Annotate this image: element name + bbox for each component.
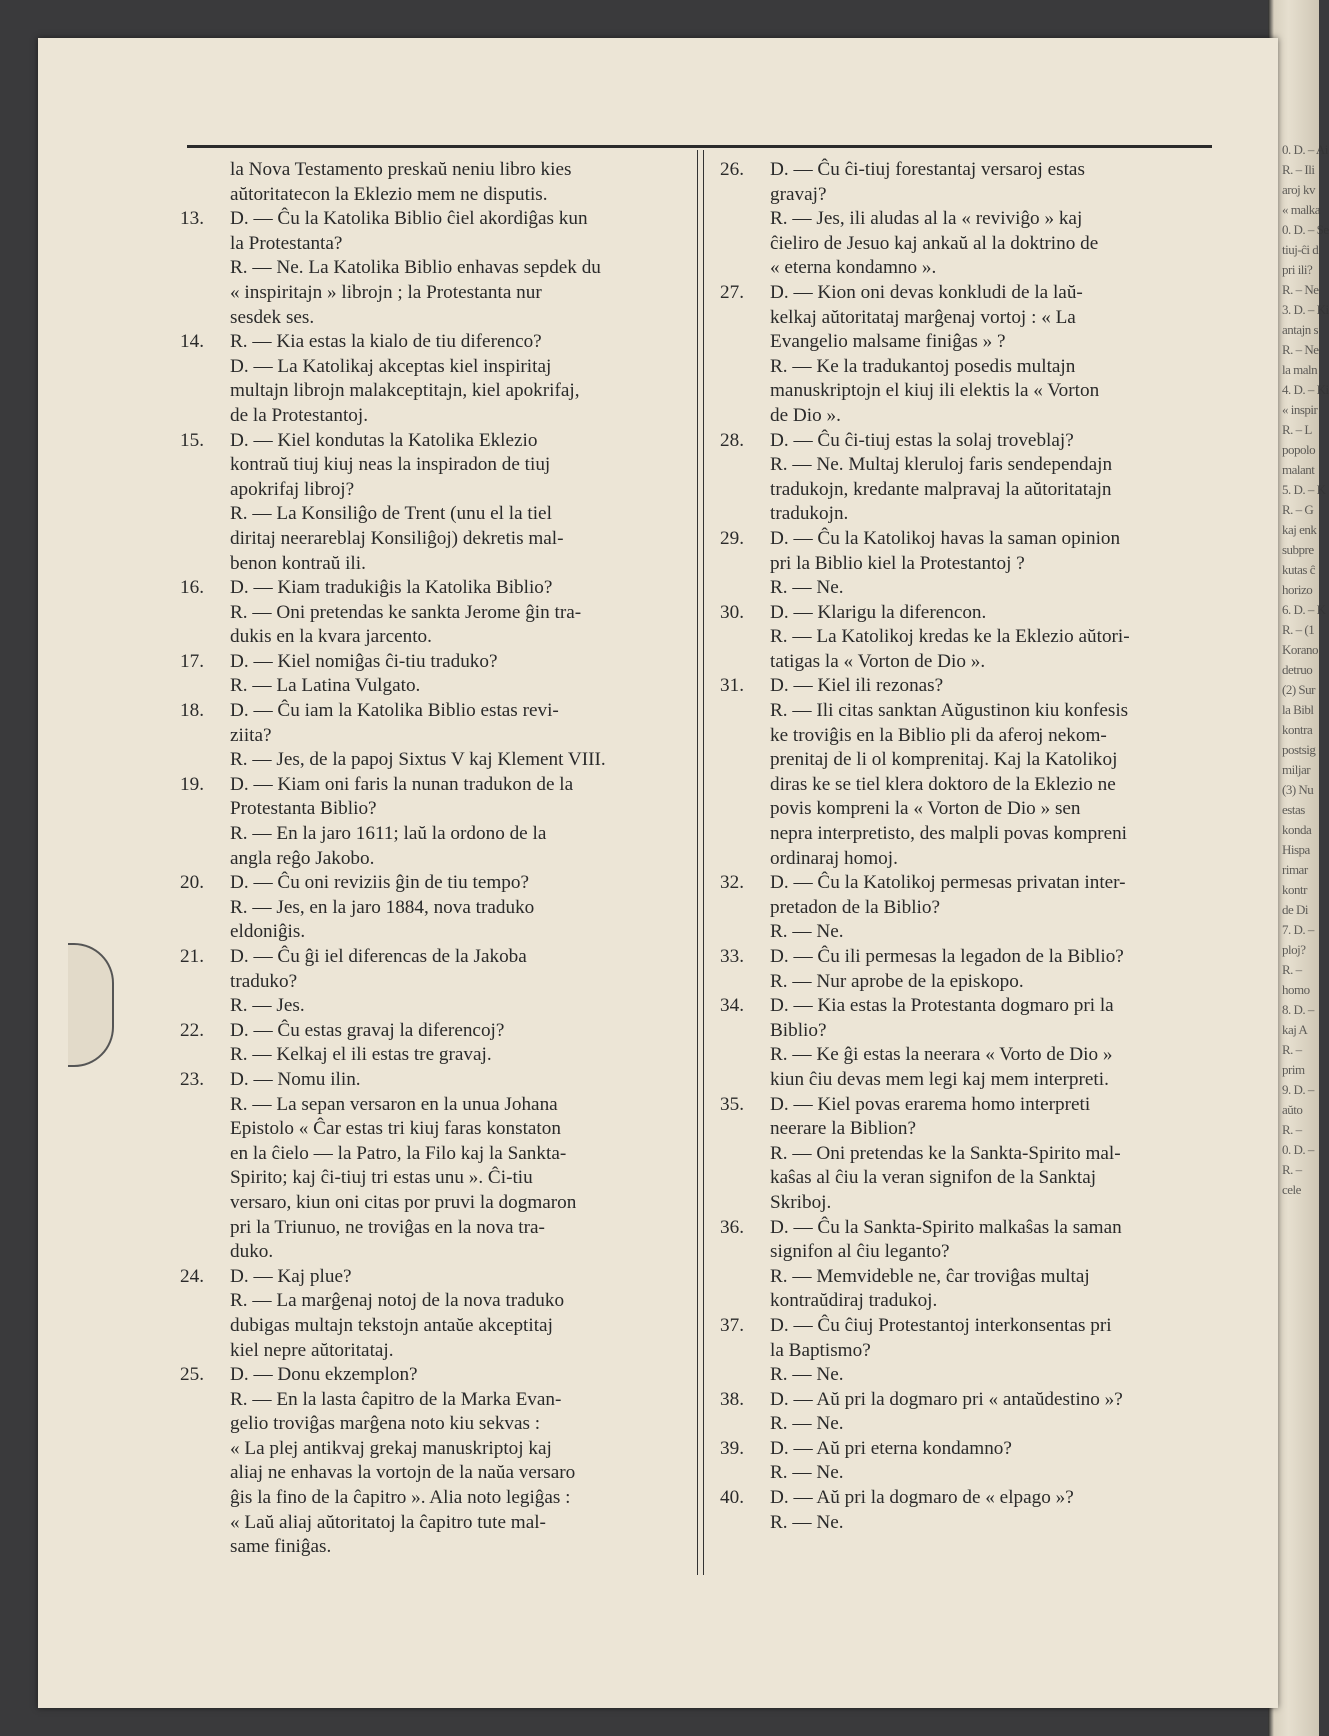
text-line: tatigas la « Vorton de Dio ». — [770, 650, 986, 672]
text-line: R. — Ne. — [770, 1511, 844, 1533]
text-line: D. — Ĉu ili permesas la legadon de la Biblio? — [770, 946, 1124, 967]
text-line: R. — La sepan versaron en la unua Johana — [230, 1093, 558, 1115]
qa-item — [180, 699, 675, 773]
text-line: manuskriptojn el kiuj ili elektis la « Vorton — [770, 380, 1100, 402]
text-line: kiel nepre aŭtoritataj. — [230, 1339, 394, 1361]
edge-line: R. – (1 — [1282, 622, 1315, 637]
text-line: Biblio? — [770, 1019, 827, 1041]
text-line: tradukojn. — [770, 503, 849, 525]
text-line: diras ke se tiel klera doktoro de la Eklezio ne — [770, 773, 1116, 795]
item-number: 32. — [720, 872, 744, 894]
edge-line: de Di — [1282, 902, 1309, 917]
qa-item — [180, 773, 675, 871]
text-line: R. — Ne. — [770, 577, 844, 599]
text-line: aŭtoritatecon la Eklezio mem ne disputis. — [230, 183, 548, 205]
edge-line: aroj kv — [1282, 182, 1315, 197]
text-line: tradukojn, kredante malpravaj la aŭtoritatajn — [770, 478, 1112, 500]
text-line: D. — Kiel ili rezonas? — [770, 675, 944, 697]
text-line: D. — Aŭ pri eterna kondamno? — [770, 1437, 1012, 1459]
qa-item — [180, 945, 675, 1019]
text-line: R. — Jes, de la papoj Sixtus V kaj Klement VIII. — [230, 749, 606, 771]
text-line: kiun ĉiu devas mem legi kaj mem interpreti. — [770, 1068, 1109, 1090]
text-line: ordinaraj homoj. — [770, 847, 898, 869]
text-line: R. — Ne. — [770, 1364, 844, 1386]
text-line: ke troviĝis en la Biblio pli da aferoj nekom- — [770, 724, 1107, 746]
text-line: D. — Ĉu la Katolika Biblio ĉiel akordiĝas kun — [230, 208, 588, 230]
item-number: 14. — [180, 331, 204, 353]
text-line: kontraŭdiraj tradukoj. — [770, 1290, 938, 1312]
text-line: R. — La Latina Vulgato. — [230, 675, 421, 697]
text-line: eldoniĝis. — [230, 921, 306, 943]
edge-line: horizo — [1282, 582, 1313, 597]
item-number: 33. — [720, 946, 744, 967]
edge-line: 0. D. – Se — [1282, 222, 1329, 237]
text-line: D. — Kia estas la Protestanta dogmaro pri la — [770, 995, 1114, 1017]
text-line: dukis en la kvara jarcento. — [230, 626, 432, 648]
continuation-text — [180, 158, 675, 207]
text-line: R. — Nur aprobe de la episkopo. — [770, 970, 1024, 992]
qa-item — [720, 871, 1220, 945]
text-line: D. — Ĉu la Sankta-Spirito malkaŝas la saman — [770, 1216, 1122, 1238]
qa-item — [180, 1068, 675, 1265]
item-number: 34. — [720, 995, 744, 1017]
text-line: de la Protestantoj. — [230, 404, 369, 426]
edge-line: (3) Nu — [1282, 782, 1314, 797]
edge-line: pri ili? — [1282, 262, 1313, 277]
text-line: povis kompreni la « Vorton de Dio » sen — [770, 798, 1081, 820]
item-number: 19. — [180, 773, 204, 795]
text-line: Protestanta Biblio? — [230, 798, 377, 820]
qa-item — [720, 1388, 1220, 1437]
edge-line: detruo — [1282, 662, 1313, 677]
edge-line: cele — [1282, 1182, 1301, 1197]
edge-line: kaj enk — [1282, 522, 1317, 537]
item-number: 38. — [720, 1388, 744, 1410]
text-line: Spirito; kaj ĉi-tiuj tri estas unu ». Ĉi-tiu — [230, 1167, 533, 1189]
text-line: Skriboj. — [770, 1191, 832, 1213]
text-line: D. — Kiel povas erarema homo interpreti — [770, 1093, 1091, 1115]
text-line: R. — La Katolikoj kredas ke la Eklezio aŭtori- — [770, 626, 1130, 648]
text-line: R. — Ne. — [770, 1462, 844, 1484]
text-line: D. — Kaj plue? — [230, 1265, 352, 1287]
qa-item — [720, 429, 1220, 527]
item-number: 40. — [720, 1487, 744, 1509]
text-line: diritaj neerareblaj Konsiliĝoj) dekretis mal- — [230, 527, 564, 549]
edge-line: 3. D. – Ki — [1282, 302, 1329, 317]
text-line: pretadon de la Biblio? — [770, 896, 940, 918]
item-number: 39. — [720, 1437, 744, 1459]
text-line: D. — Kiam tradukiĝis la Katolika Biblio? — [230, 577, 553, 599]
text-line: R. — Jes, en la jaro 1884, nova traduko — [230, 896, 535, 918]
text-line: « eterna kondamno ». — [770, 257, 937, 279]
text-line: R. — Ne. — [770, 1413, 844, 1435]
qa-item — [720, 1437, 1220, 1486]
text-line: D. — Kiam oni faris la nunan tradukon de la — [230, 773, 574, 795]
text-line: R. — Ke ĝi estas la neerara « Vorto de Dio » — [770, 1044, 1113, 1066]
text-line: D. — Ĉu la Katolikoj permesas privatan inter- — [770, 872, 1126, 894]
edge-line: 4. D. – Ki — [1282, 382, 1329, 397]
text-line: kaŝas al ĉiu la veran signifon de la Sanktaj — [770, 1167, 1097, 1189]
left-column — [180, 158, 675, 1560]
text-line: R. — Ne. — [770, 921, 844, 943]
item-number: 24. — [180, 1265, 204, 1287]
edge-line: la Bibl — [1282, 702, 1314, 717]
text-line: D. — Ĉu estas gravaj la diferencoj? — [230, 1019, 505, 1041]
text-line: R. — Ne. La Katolika Biblio enhavas sepdek du — [230, 257, 601, 279]
qa-item — [720, 158, 1220, 281]
text-line: D. — Aŭ pri la dogmaro pri « antaŭdestino »? — [770, 1388, 1123, 1410]
item-number: 35. — [720, 1093, 744, 1115]
text-line: ĉieliro de Jesuo kaj ankaŭ al la doktrino de — [770, 232, 1099, 254]
edge-line: kontr — [1282, 882, 1307, 897]
text-line: R. — Ke la tradukantoj posedis multajn — [770, 355, 1076, 377]
item-number: 15. — [180, 429, 204, 451]
text-line: D. — Aŭ pri la dogmaro de « elpago »? — [770, 1487, 1074, 1509]
qa-item — [180, 650, 675, 699]
text-line: D. — La Katolikaj akceptas kiel inspiritaj — [230, 355, 552, 377]
qa-item — [720, 994, 1220, 1092]
edge-line: popolo — [1282, 442, 1316, 457]
column-divider — [697, 150, 704, 1575]
item-number: 23. — [180, 1068, 204, 1090]
text-line: gravaj? — [770, 183, 827, 205]
item-number: 28. — [720, 429, 744, 451]
qa-item — [180, 1265, 675, 1363]
qa-item — [720, 281, 1220, 429]
qa-item — [720, 1486, 1220, 1535]
edge-line: 5. D. – K — [1282, 482, 1326, 497]
item-number: 21. — [180, 946, 204, 967]
item-number: 16. — [180, 577, 204, 599]
item-number: 13. — [180, 208, 204, 230]
text-line: D. — Klarigu la diferencon. — [770, 601, 987, 623]
edge-line: la maln — [1282, 362, 1318, 377]
text-line: aliaj ne enhavas la vortojn de la naŭa versaro — [230, 1462, 576, 1484]
text-line: sesdek ses. — [230, 306, 315, 328]
text-line: R. — En la jaro 1611; laŭ la ordono de la — [230, 823, 547, 845]
text-line: prenitaj de li ol komprenitaj. Kaj la Katolikoj — [770, 749, 1118, 771]
item-number: 31. — [720, 675, 744, 697]
edge-line: kontra — [1282, 722, 1313, 737]
item-number: 20. — [180, 872, 204, 894]
text-line: en la ĉielo — la Patro, la Filo kaj la Sankta- — [230, 1142, 567, 1164]
text-line: R. — Memvideble ne, ĉar troviĝas multaj — [770, 1265, 1090, 1287]
right-column — [720, 158, 1220, 1535]
edge-line: R. – — [1282, 1162, 1302, 1177]
item-number: 36. — [720, 1216, 744, 1238]
text-line: angla reĝo Jakobo. — [230, 847, 375, 869]
edge-line: postsig — [1282, 742, 1316, 757]
item-number: 22. — [180, 1019, 204, 1041]
text-line: D. — Kiel kondutas la Katolika Eklezio — [230, 429, 538, 451]
edge-line: « malka — [1282, 202, 1321, 217]
item-number: 29. — [720, 527, 744, 549]
text-line: dubigas multajn tekstojn antaŭe akceptitaj — [230, 1314, 553, 1336]
text-line: traduko? — [230, 970, 298, 992]
edge-line: 8. D. – — [1282, 1002, 1314, 1017]
text-line: « Laŭ aliaj aŭtoritatoj la ĉapitro tute mal- — [230, 1511, 546, 1533]
edge-line: R. – L — [1282, 422, 1312, 437]
qa-item — [720, 601, 1220, 675]
text-line: « La plej antikvaj grekaj manuskriptoj kaj — [230, 1437, 552, 1459]
edge-line: 6. D. – K — [1282, 602, 1326, 617]
text-line: D. — Ĉu iam la Katolika Biblio estas revi- — [230, 700, 559, 722]
edge-line: (2) Sur — [1282, 682, 1315, 697]
text-line: ziita? — [230, 724, 272, 746]
edge-line: prim — [1282, 1062, 1305, 1077]
text-line: duko. — [230, 1241, 274, 1263]
edge-line: R. – Ili — [1282, 162, 1315, 177]
text-line: R. — Kia estas la kialo de tiu diferenco? — [230, 331, 542, 353]
text-line: benon kontraŭ ili. — [230, 552, 366, 574]
binder-clip — [68, 943, 114, 1067]
edge-line: subpre — [1282, 542, 1314, 557]
text-line: R. — En la lasta ĉapitro de la Marka Evan- — [230, 1388, 562, 1410]
text-line: R. — Ne. Multaj kleruloj faris sendependajn — [770, 454, 1113, 476]
qa-item — [180, 207, 675, 330]
edge-line: R. – — [1282, 962, 1302, 977]
edge-line: miljar — [1282, 762, 1311, 777]
text-line: neerare la Biblion? — [770, 1118, 916, 1140]
edge-line: 7. D. – — [1282, 922, 1314, 937]
qa-item — [180, 1363, 675, 1560]
edge-line: 0. D. – Ai — [1282, 142, 1328, 157]
text-line: D. — Ĉu ĉiuj Protestantoj interkonsentas pri — [770, 1314, 1112, 1336]
text-line: D. — Ĉu ĉi-tiuj forestantaj versaroj estas — [770, 159, 1085, 180]
text-line: gelio troviĝas marĝena noto kiu sekvas : — [230, 1413, 541, 1435]
text-line: R. — Oni pretendas ke la Sankta-Spirito mal- — [770, 1142, 1121, 1164]
text-line: D. — Kiel nomiĝas ĉi-tiu traduko? — [230, 650, 498, 672]
edge-line: Hispa — [1282, 842, 1310, 857]
qa-item — [180, 429, 675, 577]
edge-line: 9. D. – — [1282, 1082, 1314, 1097]
item-number: 25. — [180, 1364, 204, 1386]
edge-line: kaj A — [1282, 1022, 1308, 1037]
text-line: multajn librojn malakceptitajn, kiel apokrifaj, — [230, 380, 580, 402]
edge-line: Korano — [1282, 642, 1318, 657]
text-line: signifon al ĉiu leganto? — [770, 1241, 950, 1263]
text-line: Evangelio malsame finiĝas » ? — [770, 331, 1006, 353]
item-number: 30. — [720, 601, 744, 623]
item-number: 17. — [180, 650, 204, 672]
edge-line: R. – — [1282, 1042, 1302, 1057]
text-line: D. — Kion oni devas konkludi de la laŭ- — [770, 281, 1083, 303]
qa-item — [180, 1019, 675, 1068]
edge-line: R. – Ne — [1282, 342, 1319, 357]
text-line: nepra interpretisto, des malpli povas kompreni — [770, 823, 1128, 845]
edge-line: malant — [1282, 462, 1315, 477]
edge-line: R. – — [1282, 1122, 1302, 1137]
qa-item — [720, 527, 1220, 601]
item-number: 18. — [180, 700, 204, 722]
header-rule — [187, 145, 1212, 148]
text-line: pri la Biblio kiel la Protestantoj ? — [770, 552, 1025, 574]
text-line: D. — Ĉu la Katolikoj havas la saman opinion — [770, 527, 1121, 549]
text-line: same finiĝas. — [230, 1536, 332, 1558]
edge-line: R. – Ne — [1282, 282, 1319, 297]
text-line: D. — Ĉu ĝi iel diferencas de la Jakoba — [230, 946, 527, 967]
text-line: kontraŭ tiuj kiuj neas la inspiradon de tiuj — [230, 454, 551, 476]
text-line: pri la Triunuo, ne troviĝas en la nova tra- — [230, 1216, 545, 1238]
qa-item — [720, 674, 1220, 871]
item-number: 27. — [720, 281, 744, 303]
text-line: la Nova Testamento preskaŭ neniu libro kies — [230, 159, 572, 180]
text-line: R. — La marĝenaj notoj de la nova traduko — [230, 1290, 565, 1312]
text-line: la Baptismo? — [770, 1339, 871, 1361]
qa-item — [720, 1216, 1220, 1314]
edge-line: ploj? — [1282, 942, 1306, 957]
text-line: « inspiritajn » librojn ; la Protestanta nur — [230, 281, 542, 303]
item-number: 37. — [720, 1314, 744, 1336]
text-line: ĝis la fino de la ĉapitro ». Alia noto legiĝas : — [230, 1487, 571, 1509]
text-line: R. — Jes. — [230, 995, 305, 1017]
edge-line: konda — [1282, 822, 1312, 837]
text-line: D. — Ĉu oni reviziis ĝin de tiu tempo? — [230, 872, 529, 894]
text-line: kelkaj aŭtoritataj marĝenaj vortoj : « La — [770, 306, 1076, 328]
qa-item — [720, 1314, 1220, 1388]
edge-line: R. – G — [1282, 502, 1314, 517]
qa-item — [180, 871, 675, 945]
text-line: R. — Oni pretendas ke sankta Jerome ĝin tra- — [230, 601, 582, 623]
text-line: de Dio ». — [770, 404, 841, 426]
text-line: D. — Ĉu ĉi-tiuj estas la solaj troveblaj? — [770, 429, 1074, 451]
next-page-edge-text — [1282, 140, 1329, 1200]
edge-line: antajn s — [1282, 322, 1319, 337]
edge-line: 0. D. – — [1282, 1142, 1314, 1157]
text-line: D. — Nomu ilin. — [230, 1068, 361, 1090]
edge-line: « inspir — [1282, 402, 1318, 417]
text-line: R. — Kelkaj el ili estas tre gravaj. — [230, 1044, 492, 1066]
edge-line: tiuj-ĉi d — [1282, 242, 1319, 257]
edge-line: homo — [1282, 982, 1310, 997]
text-line: la Protestanta? — [230, 232, 343, 254]
qa-item — [180, 576, 675, 650]
text-line: D. — Donu ekzemplon? — [230, 1364, 418, 1386]
text-line: apokrifaj libroj? — [230, 478, 355, 500]
text-line: Epistolo « Ĉar estas tri kiuj faras konstaton — [230, 1118, 561, 1140]
qa-item — [720, 1093, 1220, 1216]
qa-item — [720, 945, 1220, 994]
item-number: 26. — [720, 159, 744, 180]
edge-line: estas — [1282, 802, 1305, 817]
edge-line: rimar — [1282, 862, 1308, 877]
edge-line: aŭto — [1282, 1102, 1303, 1117]
text-line: R. — Jes, ili aludas al la « reviviĝo » kaj — [770, 208, 1083, 230]
text-line: R. — La Konsiliĝo de Trent (unu el la tiel — [230, 503, 552, 525]
qa-item — [180, 330, 675, 428]
text-line: R. — Ili citas sanktan Aŭgustinon kiu konfesis — [770, 700, 1129, 722]
text-line: versaro, kiun oni citas por pruvi la dogmaron — [230, 1191, 577, 1213]
edge-line: kutas ĉ — [1282, 562, 1315, 577]
